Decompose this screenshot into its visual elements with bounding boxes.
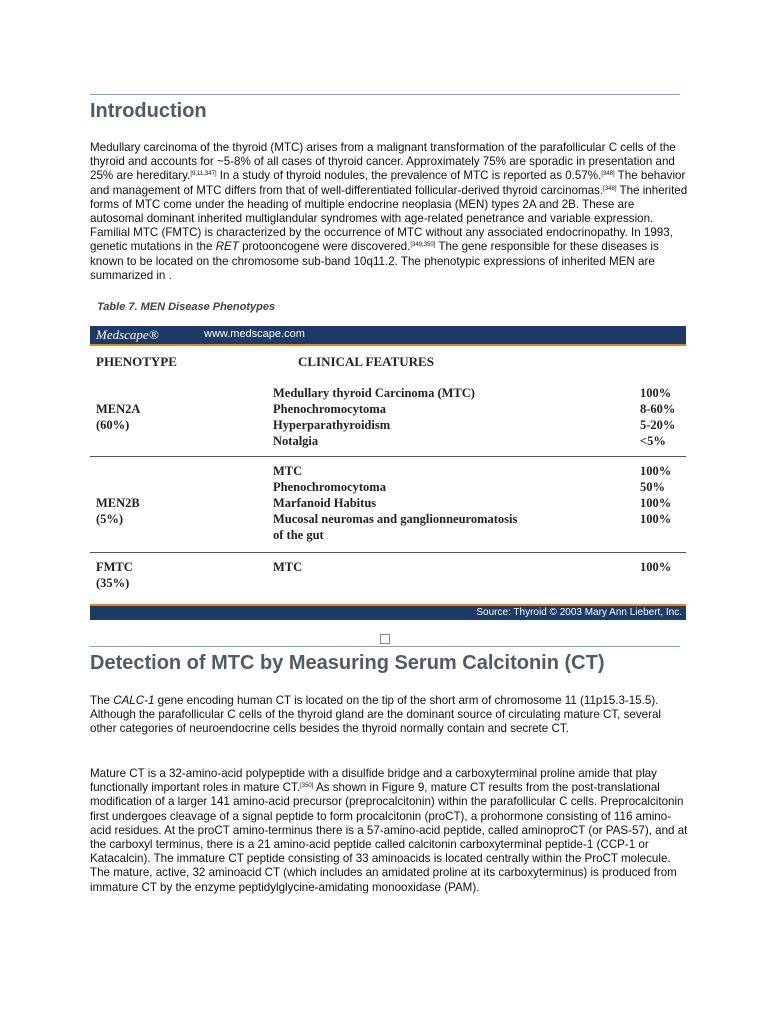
detection-paragraph-1: The CALC-1 gene encoding human CT is located on the tip of the short arm of chromosome 11 (11p15.3-15.5). Although the parafollicular C cells of the thyroid gland are the dominant source of circulating mature CT, several other categories of neuroendocrine cells besides the thyroid normally contain and secrete CT.: [90, 694, 661, 736]
medscape-url: www.medscape.com: [204, 328, 305, 340]
figure-header-bar: [90, 326, 686, 346]
men-phenotypes-table-figure: [90, 326, 686, 618]
row-divider: [90, 456, 686, 457]
citation-ref: [9,11,347]: [190, 171, 217, 178]
broken-image-icon: [380, 634, 390, 644]
feature: of the gut: [273, 528, 324, 542]
clinical-features-column-header: CLINICAL FEATURES: [298, 354, 434, 369]
figure-footer-bar: [90, 604, 686, 620]
italic-term: CALC-1: [113, 694, 155, 707]
medscape-logo: Medscape®: [96, 327, 159, 342]
feature: Medullary thyroid Carcinoma (MTC): [273, 386, 475, 400]
phenotype-share: (35%): [96, 576, 130, 590]
detection-paragraph-2: Mature CT is a 32-amino-acid polypeptide with a disulfide bridge and a carboxyterminal proline amide that play functionally important roles in mature CT.[350] As shown in Figure 9, mature CT results from the post-translational modification of a larger 141 amino-acid precursor (preprocalcitonin) within the parafollicular C cells. Preprocalcitonin first undergoes cleavage of a signal peptide to form procalcitonin (proCT), a prohormone consisting of 116 amino-acid residues. At the proCT amino-terminus there is a 57-amino-acid peptide, called aminoproCT (or PAS-57), and at the carboxyl terminus, there is a 21 amino-acid peptide called calcitonin carboxyterminal peptide-1 (CCP-1 or Katacalcin). The immature CT peptide consisting of 33 aminoacids is located centrally within the ProCT molecule. The mature, active, 32 aminoacid CT (which includes an amidated proline at its carboxyterminus) is produced from immature CT by the enzyme peptidylglycine-amidating monooxidase (PAM).: [90, 767, 688, 894]
citation-ref: [350]: [300, 783, 314, 790]
percent: 50%: [640, 480, 665, 494]
section-top-rule: [90, 646, 680, 647]
feature: Hyperparathyroidism: [273, 418, 391, 432]
phenotype-name: MEN2A: [96, 402, 141, 416]
feature: Phenochromocytoma: [273, 480, 386, 494]
table-caption: Table 7. MEN Disease Phenotypes: [97, 301, 276, 313]
section-top-rule: [90, 94, 680, 95]
percent: 100%: [640, 386, 672, 400]
percent: 100%: [640, 512, 672, 526]
feature: Marfanoid Habitus: [273, 496, 377, 510]
feature: MTC: [273, 464, 303, 478]
percent: 100%: [640, 496, 672, 510]
percent: 5-20%: [640, 418, 676, 432]
phenotype-share: (5%): [96, 512, 124, 526]
feature: Notalgia: [273, 434, 319, 448]
percent: <5%: [640, 434, 666, 448]
introduction-heading: Introduction: [90, 100, 207, 122]
feature: Phenochromocytoma: [273, 402, 386, 416]
phenotype-name: MEN2B: [96, 496, 140, 510]
introduction-paragraph: Medullary carcinoma of the thyroid (MTC) arises from a malignant transformation of the parafollicular C cells of the thyroid and accounts for ~5-8% of all cases of thyroid cancer. Approximately 75% are sporadic in presentation and 25% are hereditary.[9,11,347] In a study of thyroid nodules, the prevalence of MTC is reported as 0.57%.[348] The behavior and management of MTC differs from that of well-differentiated follicular-derived thyroid carcinomas.[348] The inherited forms of MTC come under the heading of multiple endocrine neoplasia (MEN) types 2A and 2B. These are autosomal dominant inherited multiglandular syndromes with age-related penetrance and variable expression. Familial MTC (FMTC) is characterized by the occurrence of MTC without any associated endocrinopathy. In 1993, genetic mutations in the RET protooncogene were discovered.[349,350] The gene responsible for these diseases is known to be located on the chromosome sub-band 10q11.2. The phenotypic expressions of inherited MEN are summarized in .: [90, 141, 688, 282]
phenotype-name: FMTC: [96, 560, 133, 574]
feature: MTC: [273, 560, 303, 574]
row-divider: [90, 552, 686, 553]
figure-source: Source: Thyroid © 2003 Mary Ann Liebert, Inc.: [476, 607, 682, 618]
citation-ref: [348]: [603, 185, 617, 192]
phenotype-share: (60%): [96, 418, 130, 432]
italic-term: RET: [215, 240, 239, 254]
percent: 100%: [640, 560, 672, 574]
phenotype-column-header: PHENOTYPE: [96, 354, 177, 369]
feature: Mucosal neuromas and ganglionneuromatosis: [273, 512, 518, 526]
detection-heading: Detection of MTC by Measuring Serum Calcitonin (CT): [90, 652, 605, 674]
percent: 100%: [640, 464, 672, 478]
citation-ref: [348]: [601, 171, 615, 178]
percent: 8-60%: [640, 402, 676, 416]
citation-ref: [349,350]: [410, 242, 436, 249]
